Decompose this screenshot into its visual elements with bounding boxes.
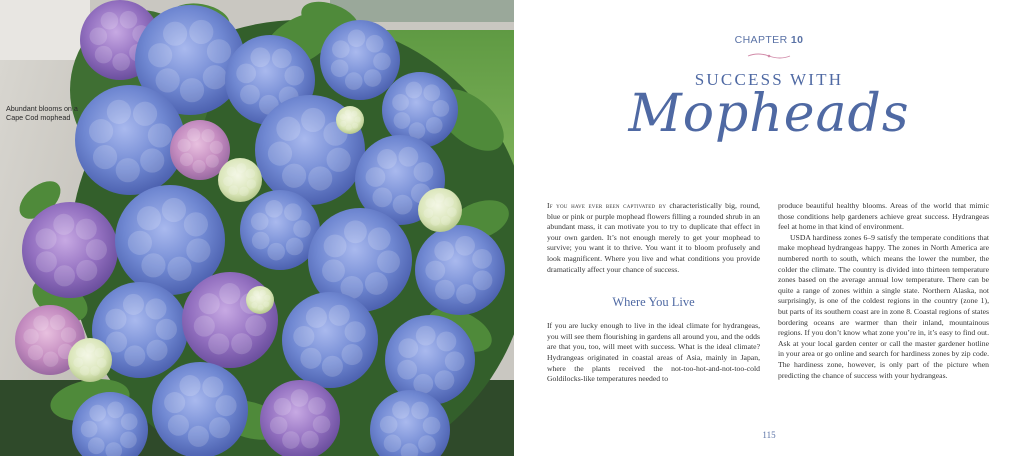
- floret: [112, 53, 130, 71]
- floret: [447, 207, 457, 217]
- floret: [263, 301, 269, 307]
- floret: [405, 82, 422, 99]
- chapter-title-line: SUCCESS WITH: [694, 70, 844, 89]
- floret: [189, 20, 213, 44]
- floret: [206, 154, 219, 167]
- floret: [345, 110, 351, 116]
- floret: [301, 431, 319, 449]
- floret: [348, 29, 366, 47]
- intro-text: characteristically big, round, blue or pink or purple mophead flowers filling a rounded shrub in an abundant mass, it can motivate you to try to duplicate that effect in your own garden. It’s not enough merely to get your mophead to survive; you want it to thrive. You want it to bloom profusely and look magnificent. Where you live and what conditions you provide dramatically affect your chance of success.: [547, 201, 760, 274]
- floret: [329, 305, 350, 326]
- floret: [284, 66, 304, 86]
- floret: [355, 116, 361, 122]
- floret: [435, 193, 445, 203]
- floret: [377, 149, 397, 169]
- chapter-heading: [514, 34, 1024, 46]
- floret: [392, 401, 410, 419]
- floret: [89, 119, 113, 143]
- text-page: [514, 0, 1024, 456]
- floret: [137, 206, 161, 230]
- floret: [76, 347, 86, 357]
- floret: [107, 100, 131, 124]
- floret: [394, 112, 411, 129]
- floret: [164, 392, 185, 413]
- floret: [209, 417, 230, 438]
- floret: [272, 48, 292, 68]
- floret: [392, 94, 409, 111]
- floret: [245, 315, 266, 336]
- floret: [76, 260, 97, 281]
- floret: [156, 68, 180, 92]
- floret: [435, 370, 455, 390]
- floret: [293, 220, 311, 238]
- floret: [274, 398, 292, 416]
- floret: [33, 315, 48, 330]
- floret: [188, 426, 209, 447]
- floret: [86, 239, 107, 260]
- floret: [423, 84, 440, 101]
- floret: [308, 166, 332, 190]
- floret: [282, 164, 306, 188]
- floret: [107, 401, 124, 418]
- floret: [250, 47, 270, 67]
- floret: [435, 280, 455, 300]
- floret: [237, 163, 247, 173]
- floret: [384, 435, 402, 453]
- floret: [54, 265, 75, 286]
- floret: [340, 121, 346, 127]
- floret: [345, 72, 363, 90]
- floret: [148, 123, 172, 147]
- floret: [418, 435, 436, 453]
- floret: [425, 261, 445, 281]
- floret: [180, 78, 204, 102]
- text-column-right: [778, 201, 989, 381]
- floret: [124, 345, 145, 366]
- floret: [36, 251, 57, 272]
- floret: [186, 238, 210, 262]
- floret: [76, 219, 97, 240]
- floret: [53, 214, 74, 235]
- floret: [424, 208, 434, 218]
- floret: [97, 358, 107, 368]
- paragraph-climate: If you are lucky enough to live in the ideal climate for hydrangeas, you will see them flourishing in gardens all around you, and the odds are that you, too, will meet with success. What is the ideal climate? Hydrangeas originated in coastal areas of Asia, mainly in Japan, where the plants received the not-too-hot-and-not-too-cold Goldilocks-like temperatures needed to: [547, 321, 760, 384]
- floret: [456, 284, 476, 304]
- floret: [215, 395, 236, 416]
- floret: [293, 326, 314, 347]
- floret: [101, 12, 119, 30]
- floret: [352, 123, 358, 129]
- floret: [163, 22, 187, 46]
- floret: [140, 148, 164, 172]
- paragraph-zones: USDA hardiness zones 6–9 satisfy the temperate conditions that make mophead hydrangeas happy. The zones in North America are numbered north to south, which means the lower the number, the colder the climate. The country is divided into thirteen temperature zones based on the average annual low temperature. There can be quite a range of zones within a single state. Northern Alaska, not surprisingly, is one of the coldest regions in the country (zone 1), but parts of its southern coast are in zone 8. Coastal regions of states bordering oceans are warmer than their inland, mountainous regions. If you don’t know what zone you’re in, it’s easy to find out. Ask at your local garden center or call the master gardener hotline in your area or go online and search for hardiness zones by zip code. The hardiness zone, however, is only part of the picture when predicting the chance of success with your hydrangeas.: [778, 232, 989, 380]
- floret: [208, 333, 229, 354]
- floret: [120, 11, 138, 29]
- floret: [441, 216, 451, 226]
- floret: [192, 160, 205, 173]
- floret: [270, 417, 288, 435]
- floret: [141, 253, 165, 277]
- floret: [85, 343, 95, 353]
- floret: [227, 167, 237, 177]
- floret: [36, 228, 57, 249]
- floret: [265, 200, 283, 218]
- floret: [128, 231, 152, 255]
- floret: [416, 326, 436, 346]
- floret: [414, 162, 434, 182]
- floret: [252, 232, 270, 250]
- floret: [207, 39, 231, 63]
- floret: [377, 250, 400, 273]
- floret: [425, 198, 435, 208]
- floret: [201, 129, 214, 142]
- floret: [50, 315, 65, 330]
- section-subheading: Where You Live: [612, 295, 695, 310]
- floret: [393, 195, 413, 215]
- floret: [133, 102, 157, 126]
- floret: [397, 360, 417, 380]
- floret: [236, 63, 256, 83]
- floret: [105, 309, 126, 330]
- flourish-ornament-icon: [746, 52, 792, 60]
- floret: [444, 197, 454, 207]
- floret: [345, 321, 366, 342]
- floret: [162, 198, 186, 222]
- floret: [88, 437, 105, 454]
- floret: [121, 413, 138, 430]
- floret: [187, 128, 200, 141]
- floret: [434, 241, 454, 261]
- floret: [324, 235, 347, 258]
- floret: [146, 340, 167, 361]
- floret: [268, 142, 292, 166]
- floret: [123, 294, 144, 315]
- floret: [28, 345, 43, 360]
- floret: [322, 259, 345, 282]
- floret: [398, 147, 418, 167]
- floret: [327, 148, 351, 172]
- floret: [249, 296, 255, 302]
- floret: [245, 169, 255, 179]
- floret: [95, 46, 113, 64]
- floret: [366, 167, 386, 187]
- floret: [430, 216, 440, 226]
- floret: [332, 40, 350, 58]
- floret: [202, 376, 223, 397]
- floret: [247, 179, 257, 189]
- floret: [23, 329, 38, 344]
- floret: [300, 348, 321, 369]
- floret: [267, 243, 285, 261]
- floret: [306, 307, 327, 328]
- floret: [167, 257, 191, 281]
- floret: [340, 114, 346, 120]
- floret: [426, 117, 443, 134]
- floret: [240, 85, 260, 105]
- floret: [93, 145, 117, 169]
- floret: [180, 153, 193, 166]
- floret: [284, 203, 302, 221]
- floret: [90, 366, 100, 376]
- floret: [301, 108, 325, 132]
- floret: [116, 158, 140, 182]
- floret: [251, 302, 257, 308]
- floret: [366, 35, 384, 53]
- floret: [364, 69, 382, 87]
- floret: [472, 249, 492, 269]
- floret: [373, 53, 391, 71]
- floret: [43, 352, 58, 367]
- floret: [229, 185, 239, 195]
- floret: [223, 176, 233, 186]
- floret: [90, 27, 108, 45]
- floret: [322, 356, 343, 377]
- floret: [179, 375, 200, 396]
- floret: [473, 270, 493, 290]
- floret: [95, 348, 105, 358]
- floret: [260, 290, 266, 296]
- floret: [80, 366, 90, 376]
- paragraph-climate-cont: produce beautiful healthy blooms. Areas of the world that mimic those conditions help gardeners achieve great success. Hydrangeas feel at home in that kind of environment.: [778, 201, 989, 232]
- chapter-title-script: Mopheads: [628, 84, 910, 144]
- floret: [436, 332, 456, 352]
- floret: [199, 293, 220, 314]
- floret: [351, 111, 357, 117]
- floret: [120, 432, 137, 449]
- floret: [365, 272, 388, 295]
- floret: [239, 187, 249, 197]
- floret: [89, 405, 106, 422]
- floret: [372, 187, 392, 207]
- floret: [308, 397, 326, 415]
- floret: [73, 358, 83, 368]
- floret: [411, 402, 429, 420]
- floret: [432, 100, 449, 117]
- floret: [346, 125, 352, 131]
- floret: [380, 416, 398, 434]
- floret: [81, 421, 98, 438]
- page-number: 115: [762, 430, 776, 440]
- floret: [148, 43, 172, 67]
- floret: [445, 351, 465, 371]
- floret: [219, 283, 240, 304]
- floret: [178, 139, 191, 152]
- floret: [368, 227, 391, 250]
- floret: [194, 316, 215, 337]
- floret: [156, 319, 177, 340]
- floret: [231, 333, 252, 354]
- floret: [341, 344, 362, 365]
- floret: [258, 305, 264, 311]
- floret: [455, 236, 475, 256]
- chapter-label: CHAPTER: [734, 34, 788, 46]
- floret: [331, 59, 349, 77]
- text-column-left: [547, 201, 760, 385]
- floret: [61, 327, 76, 342]
- floret: [313, 416, 331, 434]
- floret: [184, 212, 208, 236]
- floret: [145, 298, 166, 319]
- floret: [210, 141, 223, 154]
- floret: [203, 65, 227, 89]
- chapter-number: 10: [790, 34, 804, 46]
- photo-caption: Abundant blooms on a Cape Cod mophead: [6, 104, 78, 122]
- floret: [282, 431, 300, 449]
- paragraph-intro: [547, 201, 760, 275]
- floret: [276, 117, 300, 141]
- floret: [253, 290, 259, 296]
- floret: [423, 417, 441, 435]
- floret: [168, 415, 189, 436]
- floret: [286, 238, 304, 256]
- floret: [264, 295, 270, 301]
- lead-in: If you have ever been captivated by: [547, 201, 667, 210]
- floret: [398, 338, 418, 358]
- floret: [251, 213, 269, 231]
- floret: [344, 220, 367, 243]
- floret: [291, 389, 309, 407]
